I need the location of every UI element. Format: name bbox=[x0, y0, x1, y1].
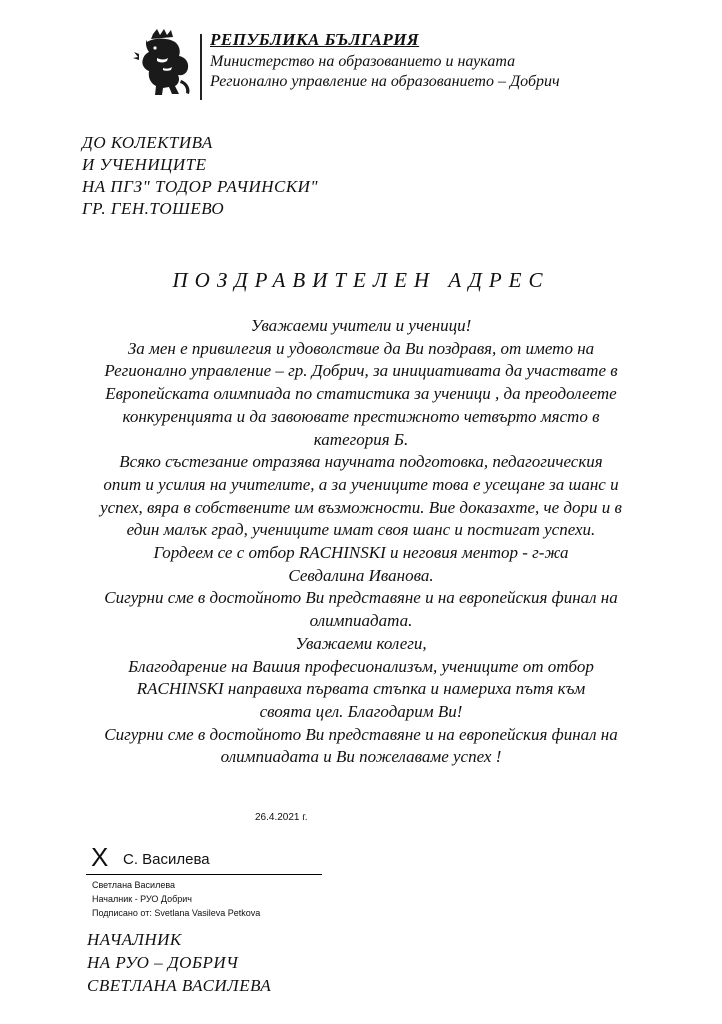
letterhead-ministry: Министерство на образованието и науката bbox=[210, 53, 516, 70]
letter-date: 26.4.2021 г. bbox=[255, 812, 308, 823]
signer-position: Началник - РУО Добрич bbox=[92, 894, 192, 904]
closing-line: НА РУО – ДОБРИЧ bbox=[87, 953, 239, 972]
body-line: успех, вяра в собствените им възможности. Вие доказахте, че дори и в bbox=[100, 497, 622, 517]
body-line: RACHINSKI направиха първата стъпка и намериха пътя към bbox=[136, 679, 586, 699]
header-divider bbox=[200, 34, 202, 100]
body-line: Всяко състезание отразява научната подготовка, педагогическия bbox=[119, 452, 603, 472]
signature-line bbox=[86, 874, 322, 875]
closing-line: НАЧАЛНИК bbox=[87, 930, 182, 949]
body-line: Благодарение на Вашия професионализъм, учениците от отбор bbox=[128, 656, 594, 676]
signature-short-name: С. Василева bbox=[123, 851, 210, 868]
signature-mark: X bbox=[91, 842, 109, 872]
body-line: Европейската олимпиада по статистика за ученици , да преодолеете bbox=[105, 384, 617, 404]
document-title: ПОЗДРАВИТЕЛЕН АДРЕС bbox=[172, 268, 550, 292]
letter-body bbox=[40, 315, 682, 769]
closing-block bbox=[87, 928, 271, 997]
signed-by: Подписано от: Svetlana Vasileva Petkova bbox=[92, 908, 261, 918]
addressee-line: НА ПГЗ" ТОДОР РАЧИНСКИ" bbox=[82, 177, 319, 196]
body-line: Севдалина Иванова. bbox=[288, 565, 434, 585]
body-line: Регионално управление – гр. Добрич, за инициативата да участвате в bbox=[104, 361, 618, 381]
letterhead-title: РЕПУБЛИКА БЪЛГАРИЯ bbox=[210, 30, 420, 49]
addressee-line: ДО КОЛЕКТИВА bbox=[82, 133, 213, 152]
signer-full-name: Светлана Василева bbox=[92, 880, 176, 890]
letterhead bbox=[210, 30, 560, 93]
body-line: един малък град, учениците имат своя шанс и постигат успехи. bbox=[126, 520, 596, 540]
body-line: Уважаеми учители и ученици! bbox=[250, 316, 472, 335]
body-line: Гордеем се с отбор RACHINSKI и неговия ментор - г-жа bbox=[153, 543, 569, 563]
body-line: категория Б. bbox=[313, 429, 409, 449]
body-line: Сигурни сме в достойното Ви представяне и на европейския финал на bbox=[104, 724, 618, 744]
letterhead-regional: Регионално управление на образованието – Добрич bbox=[210, 73, 560, 90]
addressee-line: ГР. ГЕН.ТОШЕВО bbox=[82, 199, 225, 218]
addressee-line: И УЧЕНИЦИТЕ bbox=[82, 155, 207, 174]
lion-crest-icon bbox=[133, 28, 195, 100]
addressee-block bbox=[82, 132, 318, 220]
body-line: олимпиадата и Ви пожелаваме успех ! bbox=[220, 747, 502, 767]
body-line: олимпиадата. bbox=[309, 611, 413, 631]
body-line: Уважаеми колеги, bbox=[295, 633, 427, 653]
closing-line: СВЕТЛАНА ВАСИЛЕВА bbox=[87, 976, 272, 995]
body-line: опит и усилия на учителите, а за учениците това е усещане за шанс и bbox=[103, 474, 619, 494]
body-line: своята цел. Благодарим Ви! bbox=[259, 701, 463, 721]
body-line: Сигурни сме в достойното Ви представяне и на европейския финал на bbox=[104, 588, 618, 608]
body-line: конкуренцията и да завоювате престижното четвърто място в bbox=[122, 406, 600, 426]
body-line: За мен е привилегия и удоволствие да Ви поздравя, от името на bbox=[127, 338, 595, 358]
